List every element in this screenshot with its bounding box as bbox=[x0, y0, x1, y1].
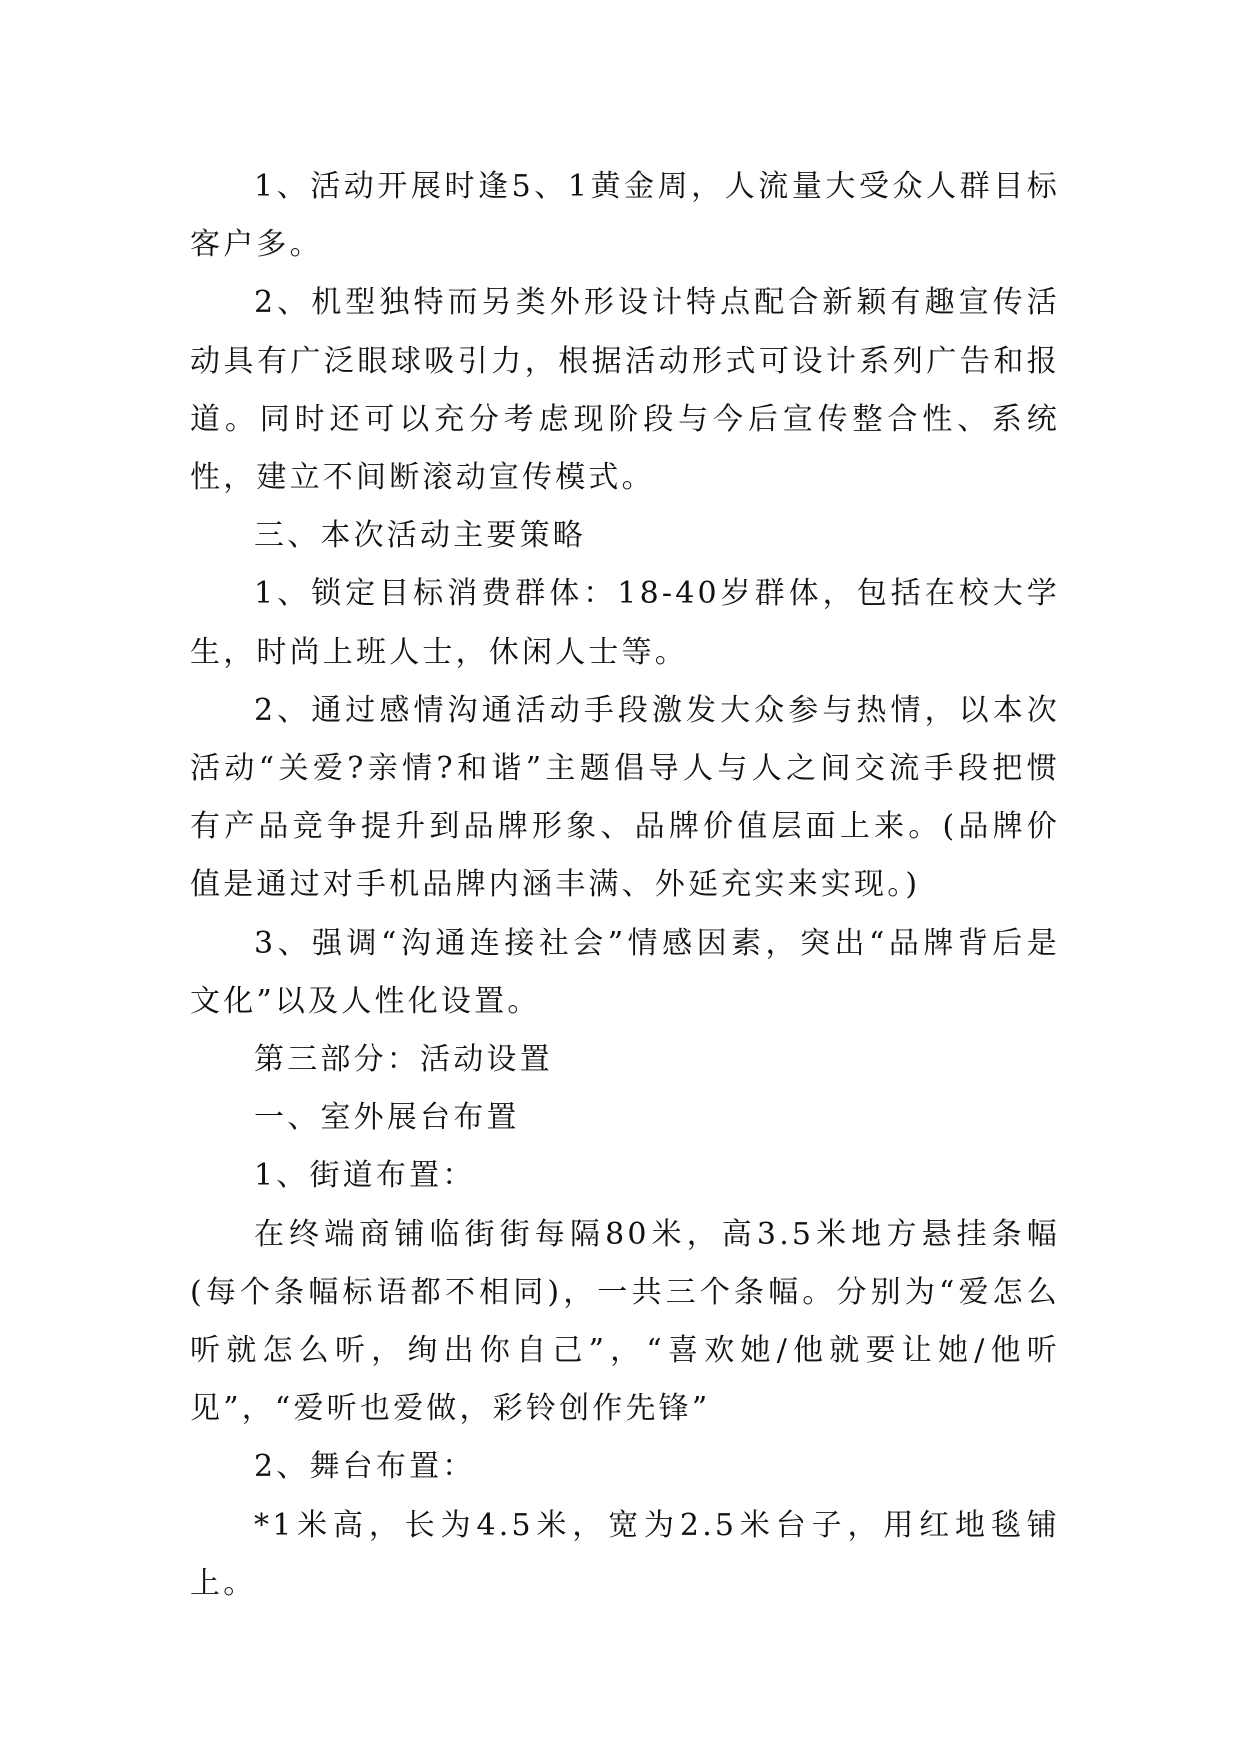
paragraph-emotional-communication: 2、通过感情沟通活动手段激发大众参与热情，以本次活动“关爱?亲情?和谐”主题倡导人与人之间交流手段把惯有产品竞争提升到品牌形象、品牌价值层面上来。(品牌价值是通过对手机品牌内涵丰满、外延充实来实现。) bbox=[190, 692, 1060, 903]
paragraph-brand-culture: 3、强调“沟通连接社会”情感因素，突出“品牌背后是文化”以及人性化设置。 bbox=[190, 925, 1060, 1019]
heading-street-layout: 1、街道布置： bbox=[254, 1158, 476, 1194]
heading-outdoor-booth: 一、室外展台布置 bbox=[254, 1100, 520, 1136]
paragraph-target-group: 1、锁定目标消费群体：18-40岁群体，包括在校大学生，时尚上班人士，休闲人士等。 bbox=[190, 576, 1060, 670]
paragraph-stage-size: *1米高，长为4.5米，宽为2.5米台子，用红地毯铺上。 bbox=[190, 1507, 1060, 1601]
heading-main-strategy: 三、本次活动主要策略 bbox=[254, 518, 586, 554]
document-body bbox=[190, 158, 1060, 1613]
heading-stage-layout: 2、舞台布置： bbox=[254, 1449, 476, 1485]
heading-part-three: 第三部分：活动设置 bbox=[254, 1042, 553, 1078]
paragraph-banners: 在终端商铺临街街每隔80米，高3.5米地方悬挂条幅(每个条幅标语都不相同)，一共三个条幅。分别为“爱怎么听就怎么听，绚出你自己”，“喜欢她/他就要让她/他听见”，“爱听也爱做，彩铃创作先锋” bbox=[190, 1216, 1060, 1427]
paragraph-activity-timing: 1、活动开展时逢5、1黄金周，人流量大受众人群目标客户多。 bbox=[190, 169, 1060, 263]
paragraph-device-design: 2、机型独特而另类外形设计特点配合新颖有趣宣传活动具有广泛眼球吸引力，根据活动形式可设计系列广告和报道。同时还可以充分考虑现阶段与今后宣传整合性、系统性，建立不间断滚动宣传模式。 bbox=[190, 285, 1060, 496]
